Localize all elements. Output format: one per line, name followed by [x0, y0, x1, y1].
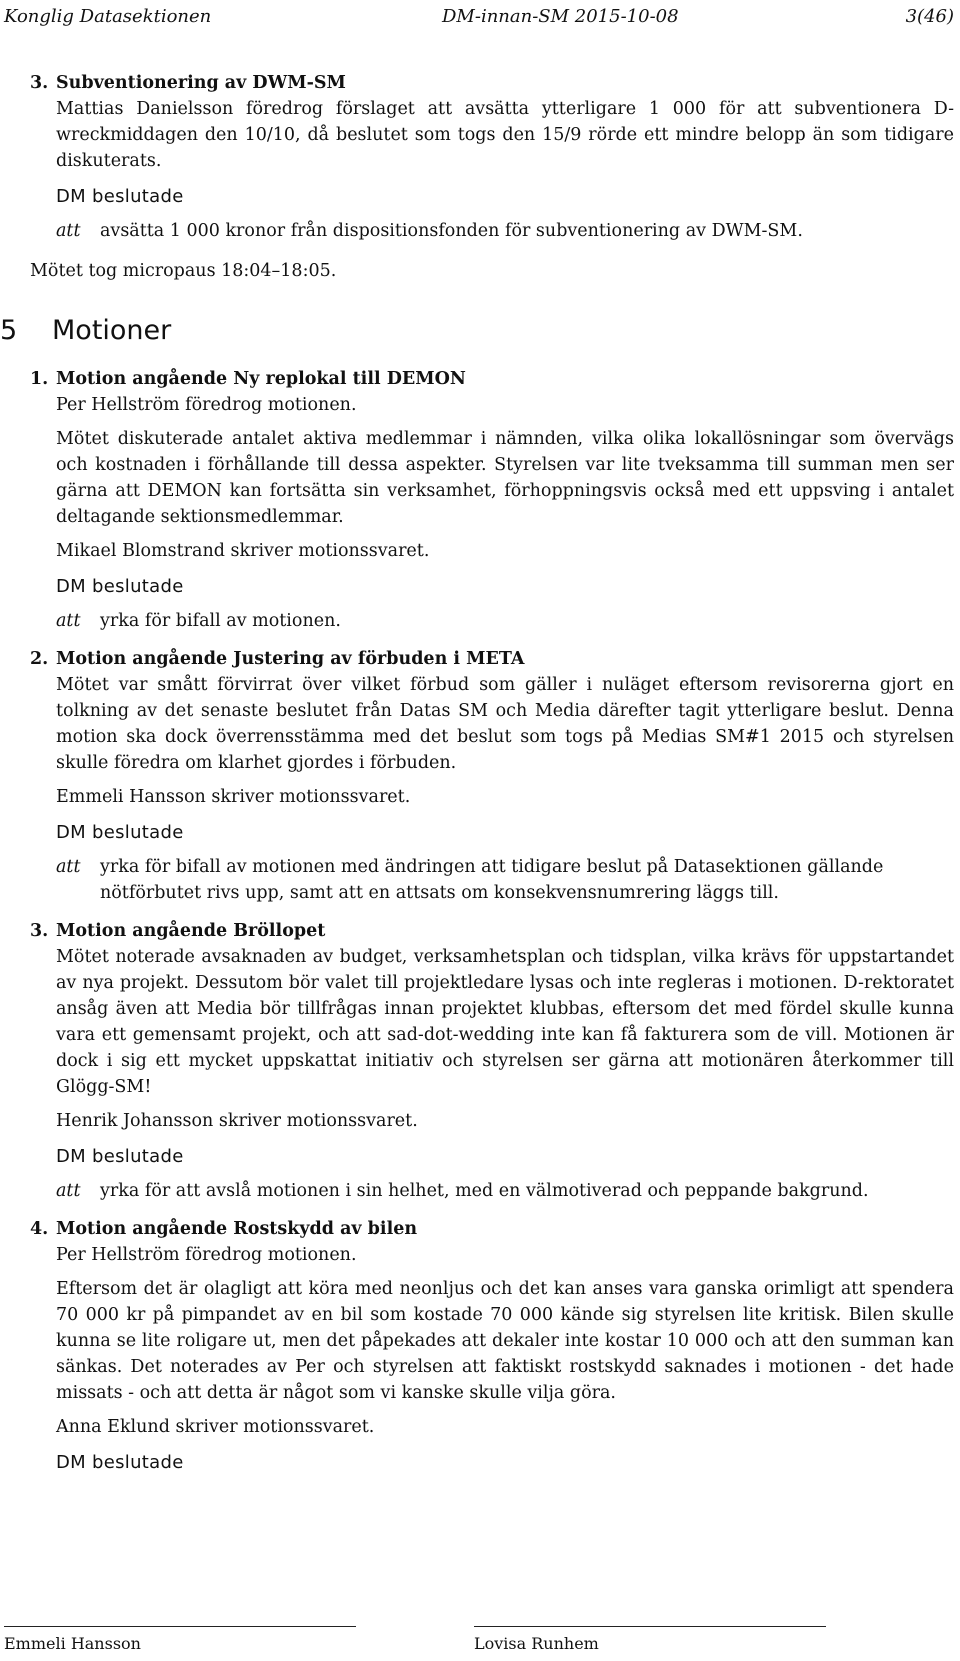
header-page-number: 3(46): [905, 6, 954, 27]
section-title: Motioner: [52, 315, 172, 346]
section-heading: [0, 314, 954, 348]
motion-presenter: Per Hellström föredrog motionen.: [56, 395, 357, 415]
decision-clause: [56, 218, 954, 244]
motion-text: Mötet diskuterade antalet aktiva medlemmar i nämnden, vilka olika lokallösningar som övervägs och kostnaden i förhållande till dessa aspekter. Styrelsen var lite tveksamma till summan men ser gärna att DEMON kan fortsätta sin verksamhet, förhoppningsvis också med ett uppsving i antalet deltagande sektionsmedlemmar.: [56, 429, 954, 527]
motion-number: 2.: [30, 649, 49, 669]
signature-left: Emmeli Hansson: [4, 1626, 356, 1657]
att-keyword: att: [56, 1181, 81, 1201]
decision-heading: DM beslutade: [56, 186, 184, 207]
decision-heading: DM beslutade: [56, 576, 184, 597]
decision-clause: [56, 608, 954, 634]
decision-clause: [56, 1178, 954, 1204]
att-keyword: att: [56, 611, 81, 631]
motion-presenter: Per Hellström föredrog motionen.: [56, 1245, 357, 1265]
item-number: 3.: [30, 73, 49, 93]
page-header: [4, 4, 954, 32]
decision-text: yrka för att avslå motionen i sin helhet, med en välmotiverad och peppande bakgrund.: [100, 1181, 869, 1201]
motion-number: 1.: [30, 369, 49, 389]
pause-note: Mötet tog micropaus 18:04–18:05.: [30, 261, 337, 281]
motion-writer: Mikael Blomstrand skriver motionssvaret.: [56, 541, 430, 561]
motion-title: Motion angående Bröllopet: [56, 921, 326, 941]
motion-title: Motion angående Justering av förbuden i META: [56, 649, 525, 669]
att-keyword: att: [56, 857, 81, 877]
decision-heading: DM beslutade: [56, 1146, 184, 1167]
item-text: Mattias Danielsson föredrog förslaget att avsätta ytterligare 1 000 för att subventionera D-wreckmiddagen den 10/10, då beslutet som togs den 15/9 rörde ett mindre belopp än som tidigare diskuterats.: [56, 99, 954, 171]
decision-heading: DM beslutade: [56, 1452, 184, 1473]
section-number: 5: [0, 315, 18, 346]
item-title: Subventionering av DWM-SM: [56, 73, 346, 93]
decision-text: avsätta 1 000 kronor från dispositionsfonden för subventionering av DWM-SM.: [100, 221, 803, 241]
motion-title: Motion angående Ny replokal till DEMON: [56, 369, 466, 389]
motion-1: [30, 366, 954, 634]
motion-text: Eftersom det är olagligt att köra med neonljus och det kan anses vara ganska orimligt att spendera 70 000 kr på pimpandet av en bil som kostade 70 000 kände sig styrelsen lite kritisk. Bilen skulle kunna se lite roligare ut, men det påpekades att dekaler inte kostar 10 000 och att den summan kan sänkas. Det noterades av Per och styrelsen att faktiskt rostskydd saknades i motionen - det hade missats - och att detta är något som vi kanske skulle vilja göra.: [56, 1279, 954, 1403]
motion-number: 3.: [30, 921, 49, 941]
decision-clause: [56, 854, 954, 906]
signature-footer: [4, 1617, 954, 1657]
motion-writer: Anna Eklund skriver motionssvaret.: [56, 1417, 375, 1437]
header-organization: Konglig Datasektionen: [4, 6, 212, 27]
motion-3: [30, 918, 954, 1204]
motion-number: 4.: [30, 1219, 49, 1239]
motion-text: Mötet noterade avsaknaden av budget, verksamhetsplan och tidsplan, vilka krävs för uppstartandet av nya projekt. Dessutom bör valet till projektledare lysas och inte regleras i motionen. D-rektoratet ansåg även att Media bör tillfrågas innan projektet klubbas, eftersom det med fördel skulle kunna vara ett gemensamt projekt, och att sad-dot-wedding inte kan få fakturera som de vill. Motionen är dock i sig ett mycket uppskattat initiativ och styrelsen ser gärna att motionären återkommer till Glögg-SM!: [56, 947, 954, 1097]
agenda-item-3: [30, 70, 954, 284]
motion-2: [30, 646, 954, 906]
motion-text: Mötet var smått förvirrat över vilket förbud som gäller i nuläget eftersom revisorerna gjort en tolkning av det senaste beslutet från Datas SM och Media därefter tagit ytterligare beslut. Denna motion ska dock överrensstämma med det beslut som togs på Medias SM#1 2015 och styrelsen skulle föredra om klarhet gjordes i förbuden.: [56, 675, 954, 773]
decision-heading: DM beslutade: [56, 822, 184, 843]
motion-writer: Henrik Johansson skriver motionssvaret.: [56, 1111, 418, 1131]
motion-4: [30, 1216, 954, 1476]
motion-writer: Emmeli Hansson skriver motionssvaret.: [56, 787, 411, 807]
motion-title: Motion angående Rostskydd av bilen: [56, 1219, 418, 1239]
header-meeting: DM-innan-SM 2015-10-08: [442, 6, 679, 27]
decision-text: yrka för bifall av motionen.: [100, 611, 341, 631]
page-content: [0, 70, 954, 1484]
decision-text: yrka för bifall av motionen med ändringen att tidigare beslut på Datasektionen gällande nötförbutet rivs upp, samt att en attsats om konsekvensnumrering läggs till.: [100, 857, 884, 903]
att-keyword: att: [56, 221, 81, 241]
signature-right: Lovisa Runhem: [474, 1626, 826, 1657]
